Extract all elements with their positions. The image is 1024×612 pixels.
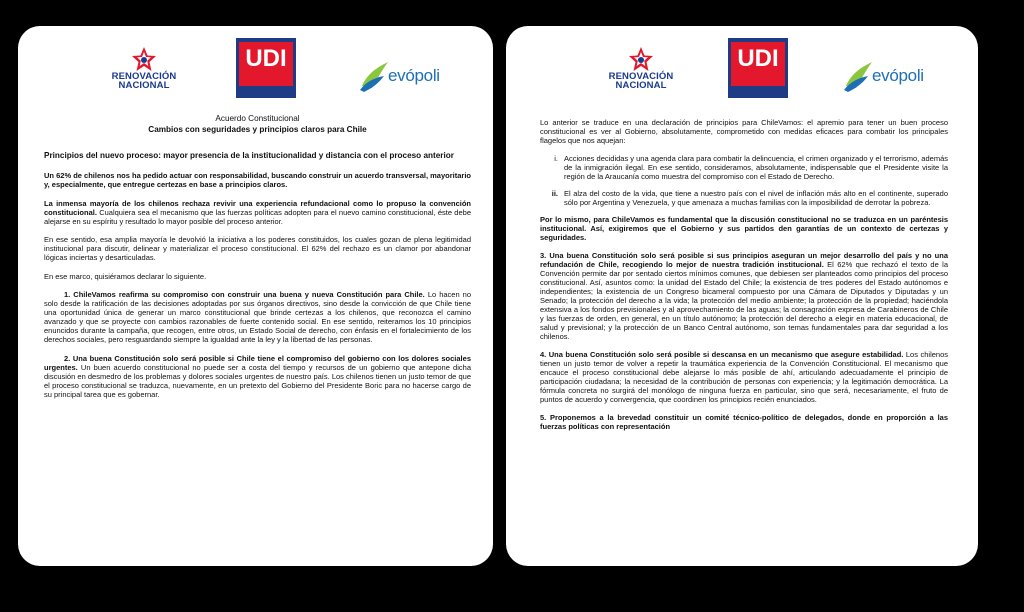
udi-text: UDI [737, 45, 779, 72]
udi-logo [236, 38, 296, 98]
list-text-i: Acciones decididas y una agenda clara para combatir la delincuencia, el crimen organizado y el terrorismo, además de la inmigración ilegal. En ese sentido, consideramos, absolutamente, indispensable que el Presidente visite la región de la Araucanía como muestra del compromiso con el Estado de Derecho. [564, 154, 948, 181]
point-4-text: Los chilenos tienen un justo temor de volver a repetir la traumática experiencia de la Convención Constitucional. El mecanismo que encauce el proceso constitucional debe alejarse lo más posible de ahí, articulando adecuadamente el principio de participación ciudadana; la necesidad de la contribución de personas con experiencia; y la legitimación democrática. La fórmula concreta no surgirá del monólogo de ninguna fuerza en particular, sino que será, necesariamente, el fruto de puntos de acuerdo y convergencia, que coordinen los principios recién enunciados. [540, 350, 948, 404]
evopoli-text: evópoli [388, 66, 440, 85]
point-2-text: Un buen acuerdo constitucional no puede ser a costa del tiempo y recursos de un gobierno que antepone dicha discusión en desmedro de los problemas y dolores sociales urgentes de nuestro país. Los chilenos tienen un justo temor de que el proceso constitucional se traduzca, nuevamente, en un pretexto del Gobierno del Presidente Boric para no hacerse cargo de su principal tarea que es gobernar. [44, 362, 471, 399]
list-marker-i: i. [554, 154, 558, 163]
star-icon [628, 46, 654, 72]
point-3-text: El 62% que rechazó el texto de la Convención permite dar por sentado ciertos mínimos comunes, que debiesen ser planteados como principios del proceso constitucional. Así, asuntos como: la unidad del Estado del Chile; la existencia de tres poderes del Estado autónomos e independientes; la existencia de un Congreso bicameral compuesto por una Cámara de Diputados y Diputadas y un Senado; la protección del derecho a la vida; la protección del medio ambiente; la protección de la propiedad; haciéndola extensiva a los fondos previsionales y al aprovechamiento de las aguas; la consagración expresa de Carabineros de Chile y las fuerzas de orden, en general, en un título autónomo; la protección del derecho a elegir en materia educacional, de salud y previsional; y la protección de un Banco Central autónomo, son temas fundamentales para dar seguridad a los chilenos. [540, 260, 948, 341]
title-line1: Acuerdo Constitucional [215, 114, 300, 123]
paragraph-1: Un 62% de chilenos nos ha pedido actuar con responsabilidad, buscando construir un acuerdo transversal, mayoritario y, especialmente, que entregue certezas en base a principios claros. [44, 171, 471, 189]
document-page-right [506, 26, 978, 566]
point-1 [44, 290, 471, 344]
paragraph-4: En ese marco, quisiéramos declarar lo siguiente. [44, 271, 207, 281]
evopoli-logo [842, 58, 942, 98]
point-3-bold: 3. Una buena Constitución solo será posible si sus principios aseguran un mejor desarrollo del país y no una refundación de Chile, recogiendo lo mejor de nuestra tradición institucional. [540, 251, 948, 269]
paragraph-intro: Lo anterior se traduce en una declaración de principios para ChileVamos: el apremio para tener un buen proceso constitucional es ver al Gobierno, absolutamente, comprometido con medidas eficaces para combatir los principales flagelos que nos aquejan: [540, 118, 948, 145]
list-marker-ii: ii. [551, 189, 558, 198]
point-1-bold: 1. ChileVamos reafirma su compromiso con construir una buena y nueva Constitución para Chile. [64, 290, 425, 299]
evopoli-logo [358, 58, 458, 98]
section-heading: Principios del nuevo proceso: mayor presencia de la institucionalidad y distancia con el proceso anterior [44, 151, 454, 160]
point-2 [44, 354, 471, 399]
logos-header [540, 26, 948, 106]
paragraph-2-text: Cualquiera sea el mecanismo que las fuerzas políticas adopten para el nuevo camino constitucional, éste debe alejarse en su espíritu y resultado lo mayor posible del proceso anterior. [44, 207, 471, 226]
renovacion-nacional-logo [99, 46, 189, 90]
renovacion-text-line2: NACIONAL [615, 80, 667, 91]
list-text-ii: El alza del costo de la vida, que tiene a nuestro país con el nivel de inflación más alto en el continente, superado sólo por Argentina y Venezuela, y que amenaza a muchas familias con la imposibilidad de derrotar la pobreza. [564, 189, 948, 207]
document-title [44, 114, 471, 135]
paragraph-3: En ese sentido, esa amplia mayoría le devolvió la iniciativa a los poderes constituidos, los cuales gozan de plena legitimidad institucional para discutir, delinear y materializar el proceso constitucional. El 62% del rechazo es un clamor por abandonar lógicas inciertas y desarticuladas. [44, 235, 471, 262]
list-item-ii [540, 189, 948, 207]
renovacion-text-line2: NACIONAL [118, 80, 170, 91]
paragraph-2-bold: La inmensa mayoría de los chilenos rechaza revivir una experiencia refundacional como lo propuso la convención constitucional. [44, 198, 471, 217]
renovacion-text-line1: RENOVACIÓN [111, 71, 177, 82]
point-1-text: Lo hacen no solo desde la ratificación de las decisiones adoptadas por sus órganos directivos, sino desde la convicción de que Chile tiene una oportunidad única de generar un marco constitucional que brinde certezas a los chilenos, que reconozca el camino avanzado y que se proyecte con cambios razonables de fuerte contenido social. En ese sentido, reiteramos los 10 principios enuncidos durante la campaña, que recogen, entre otros, un Estado Social de derecho, con énfasis en el fortalecimiento de los derechos sociales, pero resguardando siempre la igualdad ante la ley y la libertad de las personas. [44, 290, 472, 344]
list-item-i [540, 154, 948, 181]
bird-icon [842, 58, 876, 98]
udi-logo [728, 38, 788, 98]
point-4-bold: 4. Una buena Constitución solo será posible si descansa en un mecanismo que asegure estabilidad. [540, 350, 904, 359]
point-5: 5. Proponemos a la brevedad constituir un comité técnico-político de delegados, donde en proporción a las fuerzas políticas con representación [540, 413, 948, 431]
paragraph-fundamental: Por lo mismo, para ChileVamos es fundamental que la discusión constitucional no se traduzca en un paréntesis institucional. Así, exigiremos que el Gobierno y sus partidos den garantías de un contexto de certezas y seguridades. [540, 215, 948, 242]
renovacion-text-line1: RENOVACIÓN [608, 71, 674, 82]
title-line2: Cambios con seguridades y principios claros para Chile [148, 124, 367, 134]
point-3 [540, 251, 948, 341]
star-icon [131, 46, 157, 72]
udi-text: UDI [245, 45, 287, 72]
point-4 [540, 350, 948, 404]
evopoli-text: evópoli [872, 66, 924, 85]
document-page-left [18, 26, 493, 566]
bird-icon [358, 58, 392, 98]
point-2-bold: 2. Una buena Constitución solo será posible si Chile tiene el compromiso del gobierno con los dolores sociales urgentes. [44, 353, 471, 372]
logos-header [44, 26, 471, 106]
renovacion-nacional-logo [596, 46, 686, 90]
paragraph-2 [44, 199, 471, 226]
